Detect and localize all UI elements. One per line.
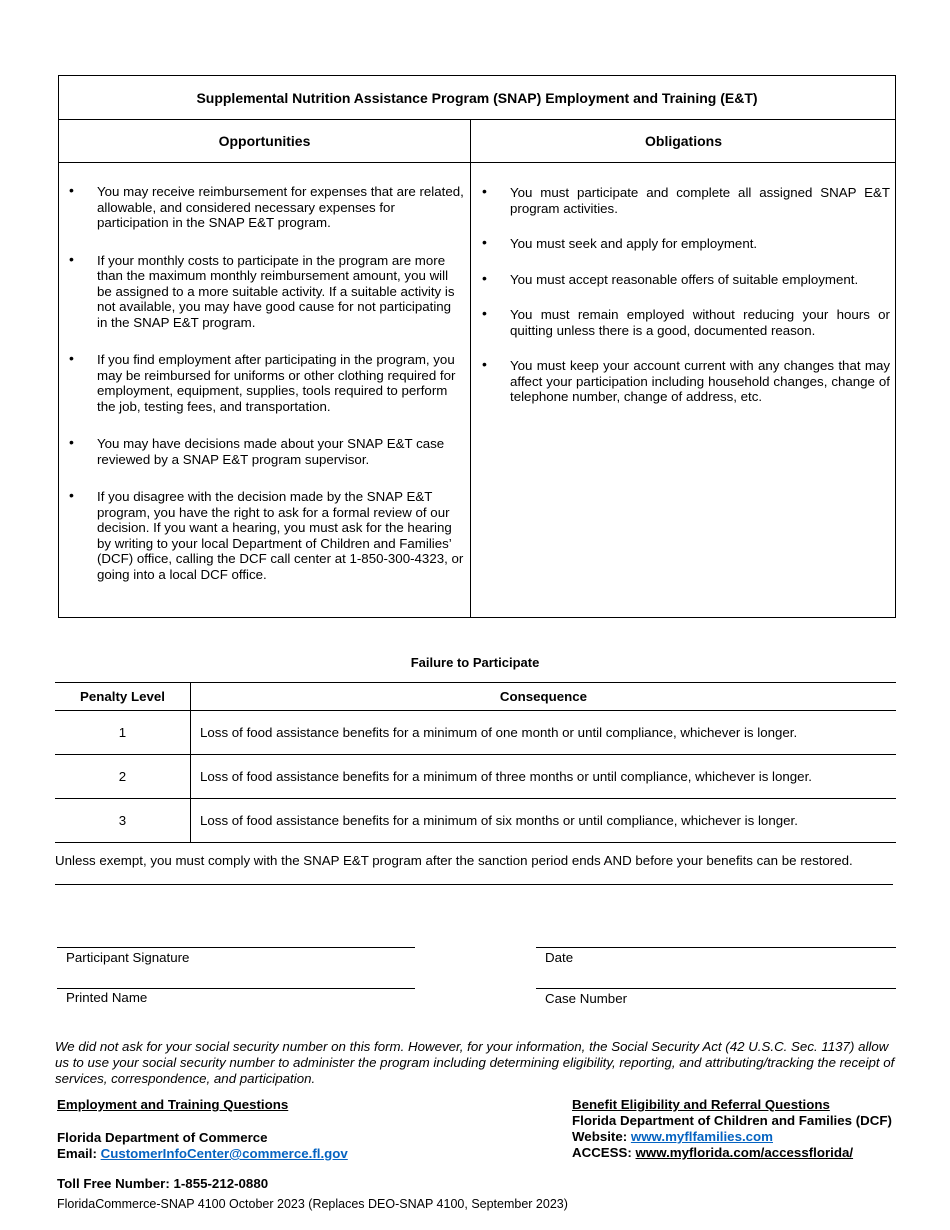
list-item: • You must participate and complete all assigned SNAP E&T program activities. [482,183,890,216]
list-item: • If you disagree with the decision made by the SNAP E&T program, you have the right to ask for a formal review of our decision. If you want a hearing, you must ask for the hearing by writing to your local Department of Children and Families’ (DCF) office, calling the DCF call center at 1-850-300-4323, or going into a local DCF office. [69,487,464,582]
bullet-icon: • [69,434,74,450]
website-label: Website: [572,1129,631,1144]
bullet-icon: • [69,350,74,366]
participant-signature-line[interactable] [57,947,415,948]
dcf-org: Florida Department of Children and Families (DCF) [572,1113,892,1128]
bullet-icon: • [482,183,487,199]
commerce-org: Florida Department of Commerce [57,1130,268,1145]
snap-table-title: Supplemental Nutrition Assistance Program (SNAP) Employment and Training (E&T) [59,76,895,120]
opportunities-list [59,184,464,604]
email-label: Email: [57,1146,101,1161]
printed-name-label: Printed Name [66,990,148,1005]
case-number-line[interactable] [536,988,896,989]
list-item: • You may have decisions made about your SNAP E&T case reviewed by a SNAP E&T program supervisor. [69,434,445,467]
bullet-icon: • [69,487,74,503]
access-link[interactable]: www.myflorida.com/accessflorida/ [635,1145,854,1160]
table-row [55,799,896,843]
date-label: Date [545,950,574,965]
access-label: ACCESS: [572,1145,636,1160]
list-item: • You must keep your account current with any changes that may affect your participation including household changes, change of telephone number, change of address, etc. [482,356,890,404]
bullet-icon: • [69,182,74,198]
consequence: Loss of food assistance benefits for a minimum of six months or until compliance, whichever is longer. [191,799,897,843]
list-item: • You may receive reimbursement for expenses that are related, allowable, and considered necessary expenses for participation in the SNAP E&T program. [69,182,464,230]
divider [55,884,893,885]
participant-signature-label: Participant Signature [66,950,190,965]
privacy-notice: We did not ask for your social security number on this form. However, for your information, the Social Security Act (42 U.S.C. Sec. 1137) allow us to use your social security number to administer the program including determining eligibility, reporting, and attributing/tracking the receipt of services, correspondence, and participation. [55,1039,895,1086]
penalty-table [55,682,896,843]
snap-table [58,75,896,618]
employment-heading: Employment and Training Questions [57,1097,289,1112]
table-row [55,711,896,755]
failure-title: Failure to Participate [410,655,540,670]
benefit-contact [572,1097,892,1161]
email-link[interactable]: CustomerInfoCenter@commerce.fl.gov [100,1146,348,1161]
list-item: • You must remain employed without reducing your hours or quitting unless there is a good, documented reason. [482,305,890,338]
bullet-icon: • [482,356,487,372]
printed-name-line[interactable] [57,988,415,989]
list-item: • If you find employment after participating in the program, you may be reimbursed for uniforms or other clothing required for employment, equipment, supplies, tools required to perform the job, testing fees, and transportation. [69,350,456,414]
obligations-list [472,185,890,425]
bullet-icon: • [482,234,487,250]
case-number-label: Case Number [545,991,628,1006]
list-item: • You must accept reasonable offers of suitable employment. [482,269,859,287]
table-header-row [55,683,896,711]
list-item: • If your monthly costs to participate in the program are more than the maximum monthly reimbursement amount, you will be assigned to a more suitable activity. If a suitable activity is not available, you may have good cause for not participating in the SNAP E&T program. [69,250,455,330]
bullet-icon: • [482,305,487,321]
employment-contact [57,1097,348,1192]
date-line[interactable] [536,947,896,948]
benefit-heading: Benefit Eligibility and Referral Questions [572,1097,830,1112]
bullet-icon: • [482,269,487,286]
consequence: Loss of food assistance benefits for a minimum of one month or until compliance, whichever is longer. [191,711,897,755]
bullet-icon: • [69,250,74,267]
penalty-level: 1 [55,711,191,755]
consequence-header: Consequence [191,683,897,711]
opportunities-header: Opportunities [59,120,470,163]
obligations-header: Obligations [471,120,896,163]
compliance-note: Unless exempt, you must comply with the SNAP E&T program after the sanction period ends AND before your benefits can be restored. [55,853,853,868]
penalty-level: 3 [55,799,191,843]
toll-free-number: Toll Free Number: 1-855-212-0880 [57,1176,269,1191]
penalty-level-header: Penalty Level [55,683,191,711]
consequence: Loss of food assistance benefits for a minimum of three months or until compliance, whichever is longer. [191,755,897,799]
list-item: • You must seek and apply for employment. [482,234,758,251]
column-divider [470,120,471,618]
table-row [55,755,896,799]
penalty-level: 2 [55,755,191,799]
form-footer: FloridaCommerce-SNAP 4100 October 2023 (Replaces DEO-SNAP 4100, September 2023) [57,1197,568,1211]
website-link[interactable]: www.myflfamilies.com [630,1129,773,1144]
